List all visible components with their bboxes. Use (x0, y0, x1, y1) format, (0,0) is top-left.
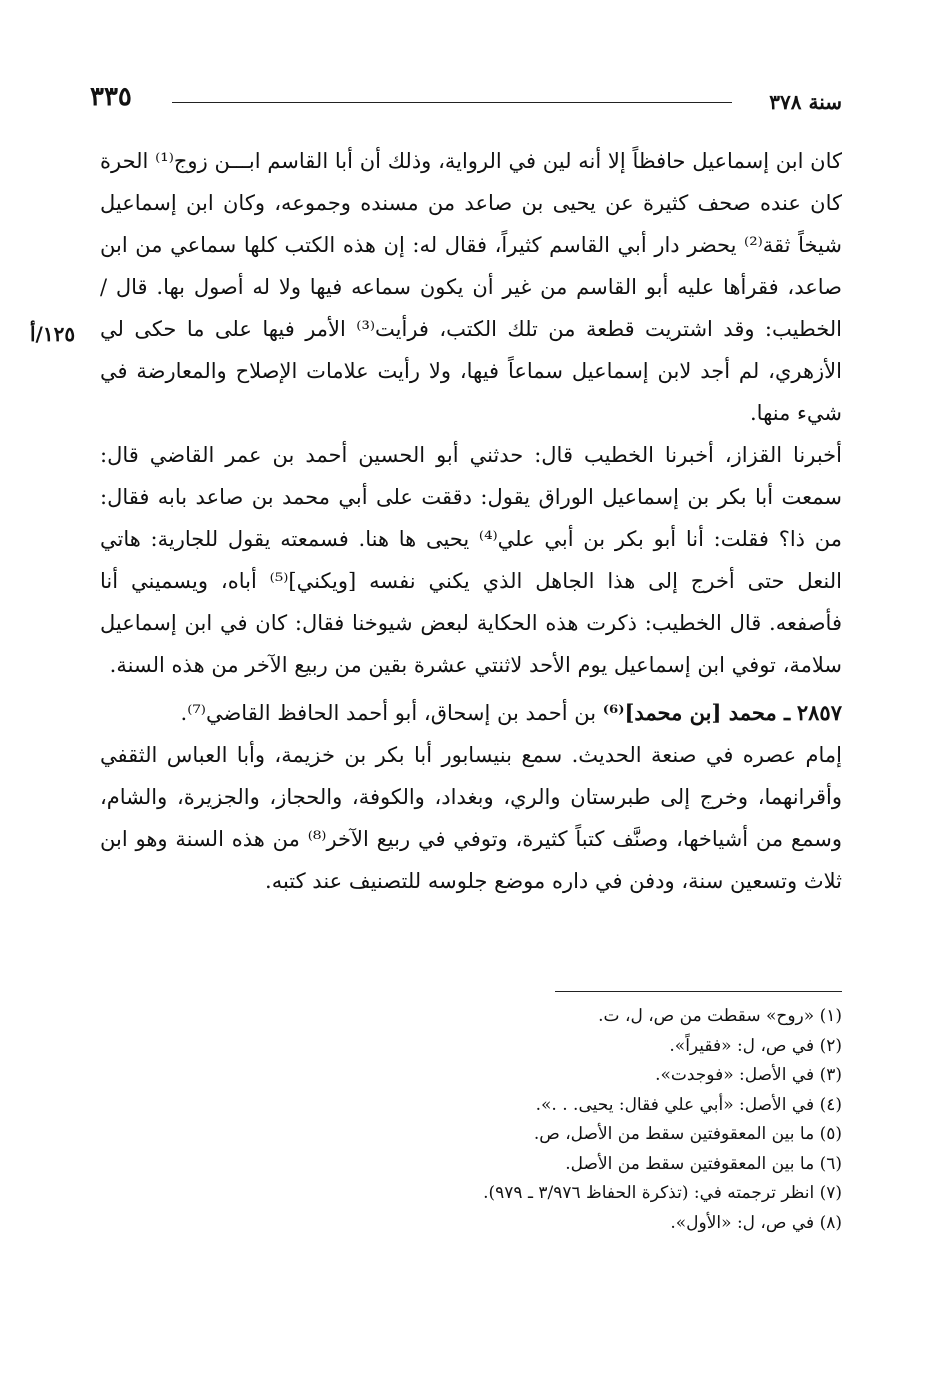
header-rule (172, 102, 732, 103)
footnote: (٤) في الأصل: «أبي علي فقال: يحيى. . .». (535, 1094, 842, 1115)
footnote: (٨) في ص، ل: «الأول». (670, 1212, 842, 1233)
footnote: (٥) ما بين المعقوفتين سقط من الأصل، ص. (533, 1124, 842, 1144)
footnote-rule (555, 991, 842, 992)
page-header (90, 82, 842, 118)
footnote: (٦) ما بين المعقوفتين سقط من الأصل. (565, 1153, 842, 1174)
footnote: (٢) في ص، ل: «فقيراً». (669, 1035, 842, 1056)
footnote: (٧) انظر ترجمته في: (تذكرة الحفاظ ٣/٩٧٦ ـ ٩٧٩). (483, 1183, 842, 1203)
entry-body: إمام عصره في صنعة الحديث. سمع بنيسابور أبا بكر بن خزيمة، وأبا العباس الثقفي وأقرانهما، وخرج إلى طبرستان والري، وبغداد، والكوفة، والحجاز، والجزيرة، والشام، وسمع من أشياخها، وصنَّف كتباً كثيرة، وتوفي في ربيع الآخر⁽⁸⁾ من هذه السنة وهو ابن ثلاث وتسعين سنة، ودفن في داره موضع جلوسه للتصنيف عند كتبه. (100, 743, 842, 893)
manuscript-folio-note: ١٢٥/أ (30, 322, 76, 346)
entry-name: ـ محمد [بن محمد]⁽⁶⁾ (602, 700, 791, 725)
footnotes (300, 1002, 842, 1238)
main-text (100, 140, 842, 902)
footnote: (١) «روح» سقطت من ص، ل، ت. (598, 1006, 842, 1026)
footnote: (٣) في الأصل: «فوجدت». (655, 1065, 842, 1085)
paragraph: كان ابن إسماعيل حافظاً إلا أنه لين في الرواية، وذلك أن أبا القاسم ابـــن زوج⁽¹⁾ الحرة كان عنده صحف كثيرة عن يحيى بن صاعد من مسنده وجموعه، وكان ابن إسماعيل شيخاً ثقة⁽²⁾ يحضر دار أبي القاسم كثيراً، فقال له: إن هذه الكتب كلها سماعي من ابن صاعد، فقرأها عليه أبو القاسم من غير أن يكون سماعه فيها ولا له أصول بها. قال / الخطيب: وقد اشتريت قطعة من تلك الكتب، فرأيت⁽³⁾ الأمر فيها على ما حكى لي الأزهري، لم أجد لابن إسماعيل سماعاً فيها، ولا رأيت علامات الإصلاح والمعارضة في شيء منها. (100, 149, 843, 425)
paragraph: أخبرنا القزاز، أخبرنا الخطيب قال: حدثني أبو الحسين أحمد بن عمر القاضي قال: سمعت أبا بكر بن إسماعيل الوراق يقول: دققت على أبي محمد بن صاعد بابه فقال: من ذا؟ فقلت: أنا أبو بكر بن أبي علي⁽⁴⁾ يحيى ها هنا. فسمعته يقول للجارية: هاتي النعل حتى أخرج إلى هذا الجاهل الذي يكني نفسه [ويكني]⁽⁵⁾ أباه، ويسميني أنا فأصفعه. قال الخطيب: ذكرت هذه الحكاية لبعض شيوخنا فقال: كان في ابن إسماعيل سلامة، توفي ابن إسماعيل يوم الأحد لاثنتي عشرة بقين من ربيع الآخر من هذه السنة. (100, 443, 842, 677)
entry-number: ٢٨٥٧ (796, 700, 842, 725)
running-title: سنة ٣٧٨ (769, 90, 842, 114)
entry-lineage: بن أحمد بن إسحاق، أبو أحمد الحافظ القاضي⁽⁷⁾. (180, 701, 597, 725)
biography-entry-heading (100, 692, 842, 734)
page-number: ٣٣٥ (90, 82, 132, 112)
